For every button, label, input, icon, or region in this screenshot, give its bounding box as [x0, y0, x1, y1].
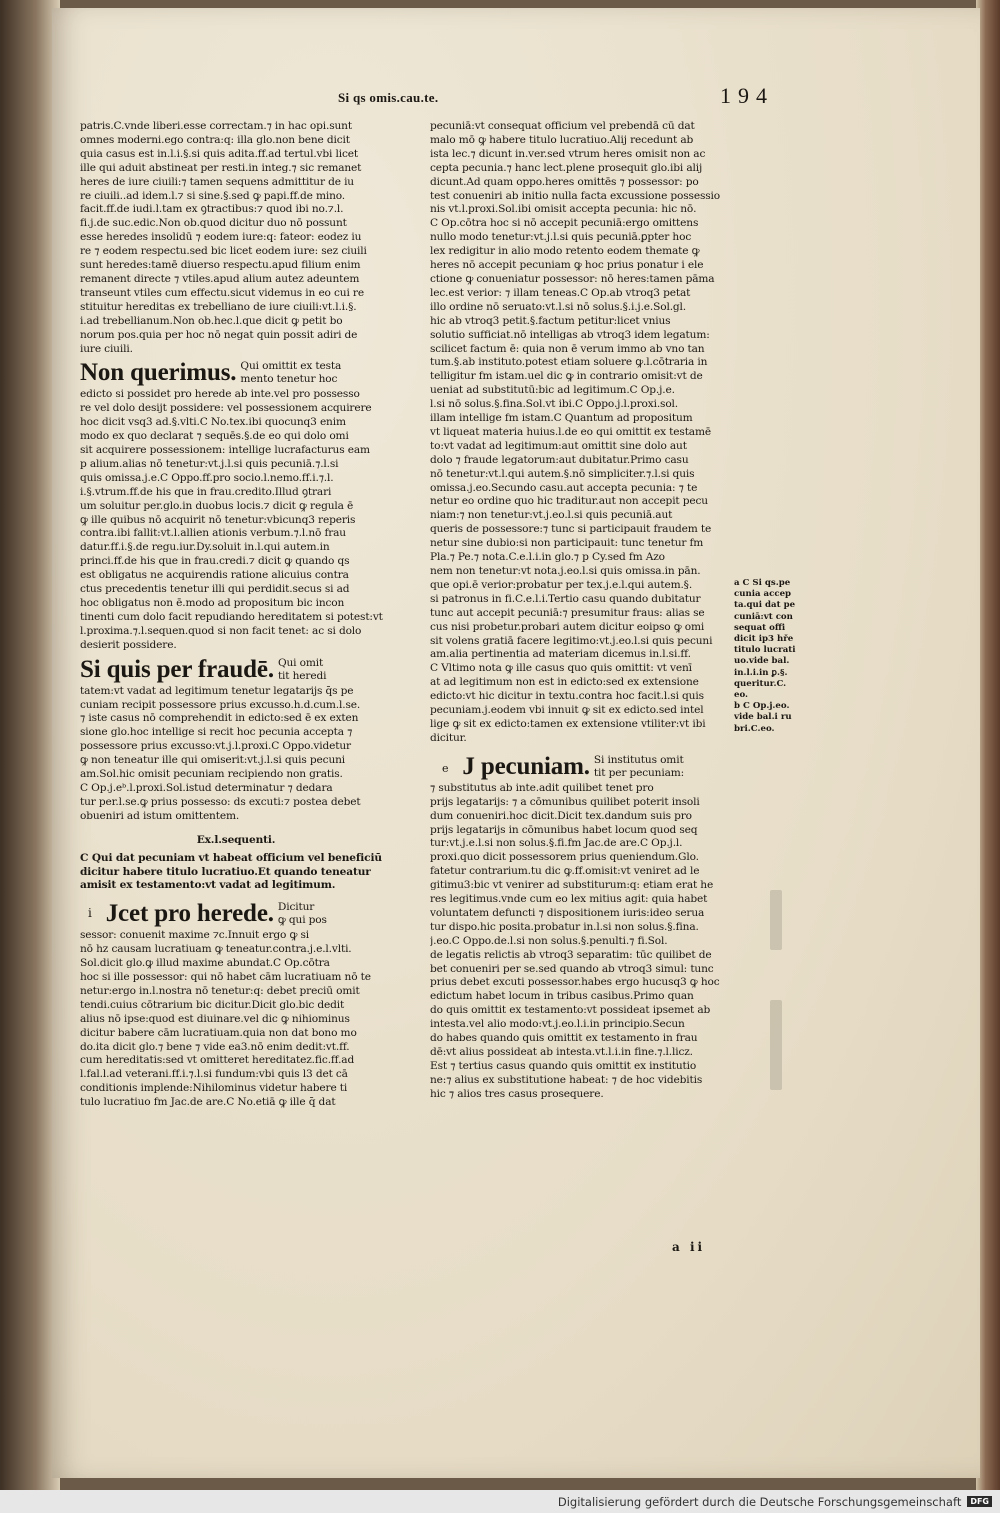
left-text-block [80, 388, 392, 652]
text-line: ista lec.⁊ dicunt in.ver.sed vtrum heres omisit non ac [430, 147, 706, 160]
text-line: j.eo.C Oppo.de.l.si non solus.§.penulti.⁊ fi.Sol. [430, 934, 668, 947]
text-line: at ad legitimum non est in edicto:sed ex extensione [430, 676, 699, 689]
text-line: ctione ꝙ conueniatur possessor: nō heres:tamen pāma [430, 272, 715, 285]
text-line: dolo ⁊ fraude legatorum:aut dubitatur.Primo casu [430, 453, 689, 466]
text-line: vide bal.i ru [734, 712, 792, 723]
text-line: netur sine dubio:si non participauit: tunc tenetur fm [430, 537, 704, 550]
text-line: quia casus est in.l.i.§.si quis adita.ff.ad tertul.vbi licet [80, 147, 358, 160]
heading-si-quis-per-fraude [80, 657, 392, 683]
text-line: res legitimus.vnde cum eo lex mitius agit: quia habet [430, 893, 708, 906]
text-line: amisit ex testamento:vt vadat ad legitimum. [80, 879, 336, 892]
heading-side-text [240, 360, 341, 386]
text-line: do quis omittit ex testamento:vt possideat ipsemet ab [430, 1004, 711, 1017]
heading-title: J pecuniam. [462, 752, 590, 780]
text-line: norum pos.quia per hoc nō negat quin possit adiri de [80, 328, 358, 341]
text-line: hic ab vtroq3 petit.§.factum petitur:licet vnius [430, 314, 671, 327]
text-line: nis vt.l.proxi.Sol.ibi omisit accepta pecunia: hic nō. [430, 203, 697, 216]
text-line: modo ex quo declarat ⁊ sequēs.§.de eo qui dolo omi [80, 430, 349, 443]
text-line: heres nō accepit pecuniam ꝙ hoc prius ponatur i ele [430, 259, 704, 272]
text-line: prijs legatarijs in cōmunibus habet locum quod seq [430, 823, 698, 836]
text-line: malo mō ꝙ habere titulo lucratiuo.Alij recedunt ab [430, 133, 694, 146]
text-line: tulo lucratiuo fm Jac.de are.C No.etiā ꝙ ille q̄ dat [80, 1096, 336, 1109]
text-line: bri.C.eo. [734, 723, 775, 734]
text-line: omissa.j.eo.Secundo casu.aut accepta pecunia: ⁊ te [430, 481, 698, 494]
text-line: tur:vt.j.e.l.si non solus.§.fi.fm Jac.de are.C Op.j.l. [430, 837, 683, 850]
text-line: patris.C.vnde liberi.esse correctam.⁊ in hac opi.sunt [80, 120, 352, 132]
left-text-block [80, 929, 392, 1110]
text-line: nō tenetur:vt.l.qui autem.§.nō simpliciter.⁊.l.si quis [430, 467, 695, 480]
side-line: Qui omittit ex testa [240, 360, 342, 373]
text-line: i.§.vtrum.ff.de his que in frau.credito.Illud ꝯtrari [80, 485, 332, 498]
text-line: cepta pecunia.⁊ hanc lect.plene prosequit glo.ibi alij [430, 161, 703, 174]
text-line: queris de possessore:⁊ tunc si participauit fraudem te [430, 523, 712, 536]
text-line: edictum habet locum in tribus casibus.Primo quan [430, 990, 694, 1003]
text-line: ueniat ad substitutū:bic ad legitimum.C Op.j.e. [430, 384, 675, 397]
text-line: C Qui dat pecuniam vt habeat officium vel beneficiū [80, 851, 382, 864]
text-line: conditionis implende:Nihilominus videtur habere ti [80, 1082, 348, 1095]
text-line: i.ad trebellianum.Non ob.hec.l.que dicit ꝙ petit bo [80, 314, 343, 327]
text-line: ne:⁊ alius ex substitutione habeat: ⁊ de hoc videbitis [430, 1073, 703, 1086]
text-line: datur.ff.i.§.de regu.iur.Dy.soluit in.l.qui autem.in [80, 541, 330, 554]
text-line: edicto si possidet pro herede ab inte.vel pro possesso [80, 388, 360, 401]
text-line: dicunt.Ad quam oppo.heres omittēs ⁊ possessor: po [430, 175, 699, 188]
text-line: sit acquirere possessionem: intellige lucrafacturus eam [80, 444, 370, 457]
text-line: to:vt vadat ad legitimum:aut omittit sine dolo aut [430, 439, 687, 452]
text-line: C Vltimo nota ꝙ ille casus quo quis omittit: vt venī [430, 662, 692, 675]
text-line: ꝙ ille quibus nō acquirit nō tenetur:vbicunq3 reperis [80, 513, 356, 526]
catchword: a ii [672, 1240, 706, 1254]
text-line: queritur.C. [734, 678, 787, 689]
heading-licet-pro-herede [80, 901, 392, 927]
text-line: sequat offi [734, 622, 786, 633]
text-line: illam intellige fm istam.C Quantum ad propositum [430, 412, 693, 425]
text-line: ta.qui dat pe [734, 600, 796, 611]
text-line: prius debet excuti possessor.habes ergo hucusq3 ꝙ hoc [430, 976, 720, 989]
left-column [80, 120, 392, 1110]
text-line: in.l.i.in ꝑ.§. [734, 667, 788, 678]
text-line: facit.ff.de iudi.l.tam ex ꝯtractibus:⁊ quod ibi no.⁊.l. [80, 203, 344, 216]
text-line: ꝙ non teneatur ille qui omiserit:vt.j.l.si quis pecuni [80, 754, 346, 767]
text-line: nem non tenetur:vt nota.j.eo.l.si quis omissa.in pān. [430, 565, 701, 577]
text-line: tinenti cum dolo facit repudiando hereditatem si potest:vt [80, 610, 383, 623]
text-line: b C Op.j.eo. [734, 701, 790, 712]
side-line: Dicitur [277, 901, 315, 914]
text-line: dē:vt alius possideat ab intesta.vt.l.i.in fine.⁊.l.licz. [430, 1046, 693, 1058]
heading-initial-mark: e [442, 761, 449, 775]
summary-block [80, 852, 392, 894]
bleed-through-mark [770, 1000, 782, 1090]
text-line: eo. [734, 690, 749, 701]
side-line: tit per pecuniam: [593, 766, 685, 779]
text-line: am.Sol.hic omisit pecuniam recipiendo non gratis. [80, 768, 343, 781]
text-line: sione glo.hoc intellige si recit hoc pecunia accepta ⁊ [80, 726, 353, 739]
text-line: hoc si ille possessor: qui nō habet cām lucratiuam nō te [80, 971, 371, 984]
text-line: scilicet factum ē: quia non ē verum immo ab vno tan [430, 342, 705, 355]
book-page [52, 8, 980, 1478]
text-line: voluntatem defuncti ⁊ dispositionem iuris:ideo serua [430, 906, 705, 919]
text-line: tur dispo.hic posita.probatur in.l.si non solus.§.fina. [430, 920, 699, 933]
text-line: hic ⁊ alios tres casus prosequere. [430, 1087, 604, 1100]
side-line: Qui omit [277, 656, 324, 669]
text-line: princi.ff.de his que in frau.credi.⁊ dicit ꝙ quando qs [80, 555, 350, 568]
right-text-block [430, 782, 735, 1102]
text-line: proxi.quo dicit possessorem prius queniendum.Glo. [430, 851, 699, 864]
text-line: tunc aut accepit pecuniā:⁊ presumitur fraus: alias se [430, 606, 705, 619]
text-line: fi.j.de suc.edic.Non ob.quod dicitur duo nō possunt [80, 217, 347, 230]
text-line: netur eo ordine quo hic traditur.aut non accepit pecu [430, 495, 708, 508]
text-line: C Op.cōtra hoc si nō accepit pecuniā:ergo omittens [430, 217, 699, 230]
section-subtitle: Ex.l.sequenti. [196, 833, 276, 846]
text-line: solutio sufficiat.nō intelligas ab vtroq3 idem legatum: [430, 328, 710, 341]
marginal-note [734, 578, 814, 735]
text-line: Est ⁊ tertius casus quando quis omittit ex institutio [430, 1059, 697, 1072]
text-line: vt liqueat materia huius.l.de eo qui omittit ex testamē [430, 425, 711, 438]
text-line: tur per.l.se.ꝙ prius possesso: ds excuti:⁊ postea debet [80, 795, 361, 808]
text-line: contra.ibi fallit:vt.l.allien ationis verbum.⁊.l.nō frau [80, 527, 346, 540]
text-line: que opi.ē verior:probatur per tex.j.e.l.qui autem.§. [430, 578, 693, 591]
right-column [430, 120, 735, 1102]
text-line: sit volens gratiā facere legitimo:vt.j.eo.l.si quis pecuni [430, 634, 713, 647]
heading-side-text [278, 657, 326, 683]
text-line: tum.§.ab instituto.potest etiam soluere ꝙ.l.cōtraria in [430, 356, 708, 369]
text-line: esse heredes insolidū ⁊ eodem iure:q: fateor: eodez iu [80, 231, 362, 244]
heading-title: Si quis per fraudē. [80, 655, 274, 683]
text-line: test conueniri ab initio nulla facta excussione possessio [430, 189, 721, 202]
text-line: dicitur babere cām lucratiuam.quia non dat bono mo [80, 1026, 357, 1039]
text-line: edicto:vt hic dicitur in textu.contra hoc facit.l.si quis [430, 690, 704, 703]
text-line: nō hz causam lucratiuam ꝙ teneatur.contra.j.e.l.vlti. [80, 943, 352, 956]
text-line: possessore prius excusso:vt.j.l.proxi.C Oppo.videtur [80, 740, 351, 753]
text-line: stituitur hereditas ex trebelliano de iure ciuili:vt.l.i.§. [80, 300, 357, 313]
text-line: dum conueniri.hoc dicit.Dicit tex.dandum suis pro [430, 809, 692, 822]
right-text-block [430, 120, 735, 746]
text-line: dicit ip3 hře [734, 634, 794, 645]
dfg-logo: DFG [967, 1496, 992, 1507]
text-line: lige ꝙ sit ex edicto:tamen ex extensione vtiliter:vt ibi [430, 717, 706, 730]
text-line: l.proxima.⁊.l.sequen.quod si non facit tenet: ac si dolo [80, 624, 362, 637]
text-line: desierit possidere. [80, 638, 177, 651]
text-line: a C Si qs.pe [734, 578, 791, 588]
book-gutter-backdrop [0, 0, 60, 1513]
text-line: am.alia pertinentia ad materiam dicemus in.l.si.ff. [430, 648, 691, 661]
text-line: netur:ergo in.l.nostra nō tenetur:q: debet preciū omit [80, 984, 360, 997]
text-line: dicitur. [430, 731, 467, 744]
side-line: ꝙ qui pos [277, 914, 327, 927]
text-line: pecuniā:vt consequat officium vel prebendā cū dat [430, 120, 695, 132]
left-text-block [80, 120, 392, 356]
side-line: mento tenetur hoc [240, 373, 338, 386]
text-line: re vel dolo desijt possidere: vel possessionem acquirere [80, 402, 372, 415]
text-line: sessor: conuenit maxime ⁊c.Innuit ergo ꝙ si [80, 929, 310, 942]
text-line: cuniam recipit possessore prius excusso.h.d.cum.l.se. [80, 698, 361, 711]
text-line: ⁊ iste casus nō comprehendit in edicto:sed ē ex exten [80, 712, 359, 725]
left-text-block [80, 685, 392, 824]
text-line: cum hereditatis:sed vt omitteret hereditatez.fic.ff.ad [80, 1054, 355, 1067]
text-line: C Op.j.eᵇ.l.proxi.Sol.istud determinatur ⁊ dedara [80, 781, 333, 794]
side-line: tit heredi [277, 669, 327, 682]
text-line: cuniā:vt con [734, 611, 793, 622]
text-line: cus nisi probetur.probari autem dicitur eoipso ꝙ omi [430, 620, 705, 633]
text-line: remanent directe ⁊ vtiles.apud alium autez adeuntem [80, 272, 360, 285]
text-line: ctus precedentis tenetur illi qui perdidit.secus si ad [80, 583, 350, 596]
text-line: tendi.cuius cōtrarium bic dicitur.Dicit glo.bic dedit [80, 998, 345, 1011]
text-line: de legatis relictis ab vtroq3 separatim: tūc quilibet de [430, 948, 712, 961]
text-line: obueniri ad istum omittentem. [80, 809, 240, 822]
text-line: l.si nō solus.§.fina.Sol.vt ibi.C Oppo.j.l.proxi.sol. [430, 398, 679, 411]
heading-title: Jcet pro herede. [105, 900, 274, 928]
text-line: Pla.⁊ Pe.⁊ nota.C.e.l.i.in glo.⁊ p Cy.sed fm Azo [430, 551, 665, 564]
bleed-through-mark [770, 890, 782, 950]
text-line: um soluitur per.glo.in duobus locis.⁊ dicit ꝙ regula ē [80, 499, 354, 512]
text-line: do.ita dicit glo.⁊ bene ⁊ vide ea3.nō enim dedit:vt.ff. [80, 1040, 350, 1053]
text-line: transeunt vtiles cum effectu.sicut videmus in eo cui re [80, 286, 364, 299]
digitization-notice: Digitalisierung gefördert durch die Deutsche Forschungsgemeinschaft [557, 1494, 962, 1509]
heading-i-pecuniam [430, 754, 735, 780]
text-line: lex redigitur in alio modo retento eodem themate ꝙ [430, 245, 700, 258]
text-line: gitimu3:bic vt venirer ad substiturum:q: etiam erat he [430, 879, 714, 892]
text-line: sunt heredes:tamē diuerso respectu.apud filium enim [80, 259, 361, 272]
text-line: telligitur fm istam.uel dic ꝙ in contrario omisit:vt de [430, 370, 703, 383]
text-line: nullo modo tenetur:vt.j.l.si quis pecuniā.ꝑpter hoc [430, 231, 692, 244]
text-line: Sol.dicit glo.ꝙ illud maxime abundat.C Op.cōtra [80, 957, 330, 970]
text-line: p alium.alias nō tenetur:vt.j.l.si quis pecuniā.⁊.l.si [80, 457, 339, 470]
text-line: quis omissa.j.e.C Oppo.ff.pro socio.l.nemo.ff.i.⁊.l. [80, 471, 334, 484]
text-line: alius nō ipse:quod est diuinare.vel dic ꝙ nihiominus [80, 1012, 350, 1025]
text-line: prijs legatarijs: ⁊ a cōmunibus quilibet poterit insoli [430, 795, 700, 808]
text-line: omnes moderni.ego contra:q: illa glo.non bene dicit [80, 133, 350, 146]
heading-initial-mark: i [88, 906, 92, 921]
text-line: l.fal.l.ad veterani.ff.i.⁊.l.si fundum:vbi quis l3 det cā [80, 1068, 348, 1081]
text-line: est obligatus ne acquirendis ratione alicuius contra [80, 569, 349, 582]
folio-number: 194 [720, 83, 774, 108]
text-line: illo ordine nō seruato:vt.l.si nō solus.§.i.j.e.Sol.gl. [430, 300, 687, 313]
heading-title: Non querimus. [80, 359, 237, 387]
text-line: do habes quando quis omittit ex testamento in frau [430, 1032, 698, 1045]
heading-non-querimus [80, 360, 392, 386]
heading-side-text [278, 901, 327, 927]
text-line: fatetur contrarium.tu dic ꝙ.ff.omisit:vt veniret ad le [430, 865, 700, 878]
text-line: pecuniam.j.eodem vbi innuit ꝙ sit ex edicto.sed intel [430, 704, 704, 717]
text-line: lec.est verior: ⁊ illam teneas.C Op.ab vtroq3 petat [430, 286, 691, 299]
text-line: titulo lucrati [734, 645, 796, 656]
text-line: si patronus in fi.C.e.l.i.Tertio casu quando dubitatur [430, 592, 701, 605]
text-line: tatem:vt vadat ad legitimum tenetur legatarijs q̄s pe [80, 684, 354, 697]
text-line: cunia accep [734, 589, 792, 600]
text-line: uo.vide bal. [734, 656, 790, 667]
text-line: bet conueniri per se.sed quando ab vtroq3 simul: tunc [430, 962, 714, 975]
text-line: dicitur habere titulo lucratiuo.Et quando teneatur [80, 865, 371, 878]
text-line: ille qui aduit abstineat per resti.in integ.⁊ sic remanet [80, 161, 362, 174]
text-line: re ciuili..ad idem.l.⁊ si sine.§.sed ꝙ papi.ff.de mino. [80, 189, 346, 202]
text-line: re ⁊ eodem respectu.sed bic licet eodem iure: sez ciuili [80, 245, 367, 258]
text-line: heres de iure ciuili:⁊ tamen sequens admittitur de iu [80, 175, 354, 188]
text-line: iure ciuili. [80, 342, 133, 355]
text-line: niam:⁊ non tenetur:vt.j.eo.l.si quis pecuniā.aut [430, 509, 673, 522]
side-line: Si institutus omit [593, 753, 684, 766]
text-line: hoc obligatus non ē.modo ad propositum bic incon [80, 597, 345, 609]
heading-side-text [594, 754, 684, 780]
running-head: Si qs omis.cau.te. [338, 90, 439, 105]
digitization-footer [0, 1490, 1000, 1513]
text-line: hoc dicit vsq3 ad.§.vlti.C No.tex.ibi quocunq3 enim [80, 416, 346, 429]
text-line: intesta.vel alio modo:vt.j.eo.l.i.in principio.Secun [430, 1018, 685, 1031]
text-line: ⁊ substitutus ab inte.adit quilibet tenet pro [430, 781, 654, 794]
